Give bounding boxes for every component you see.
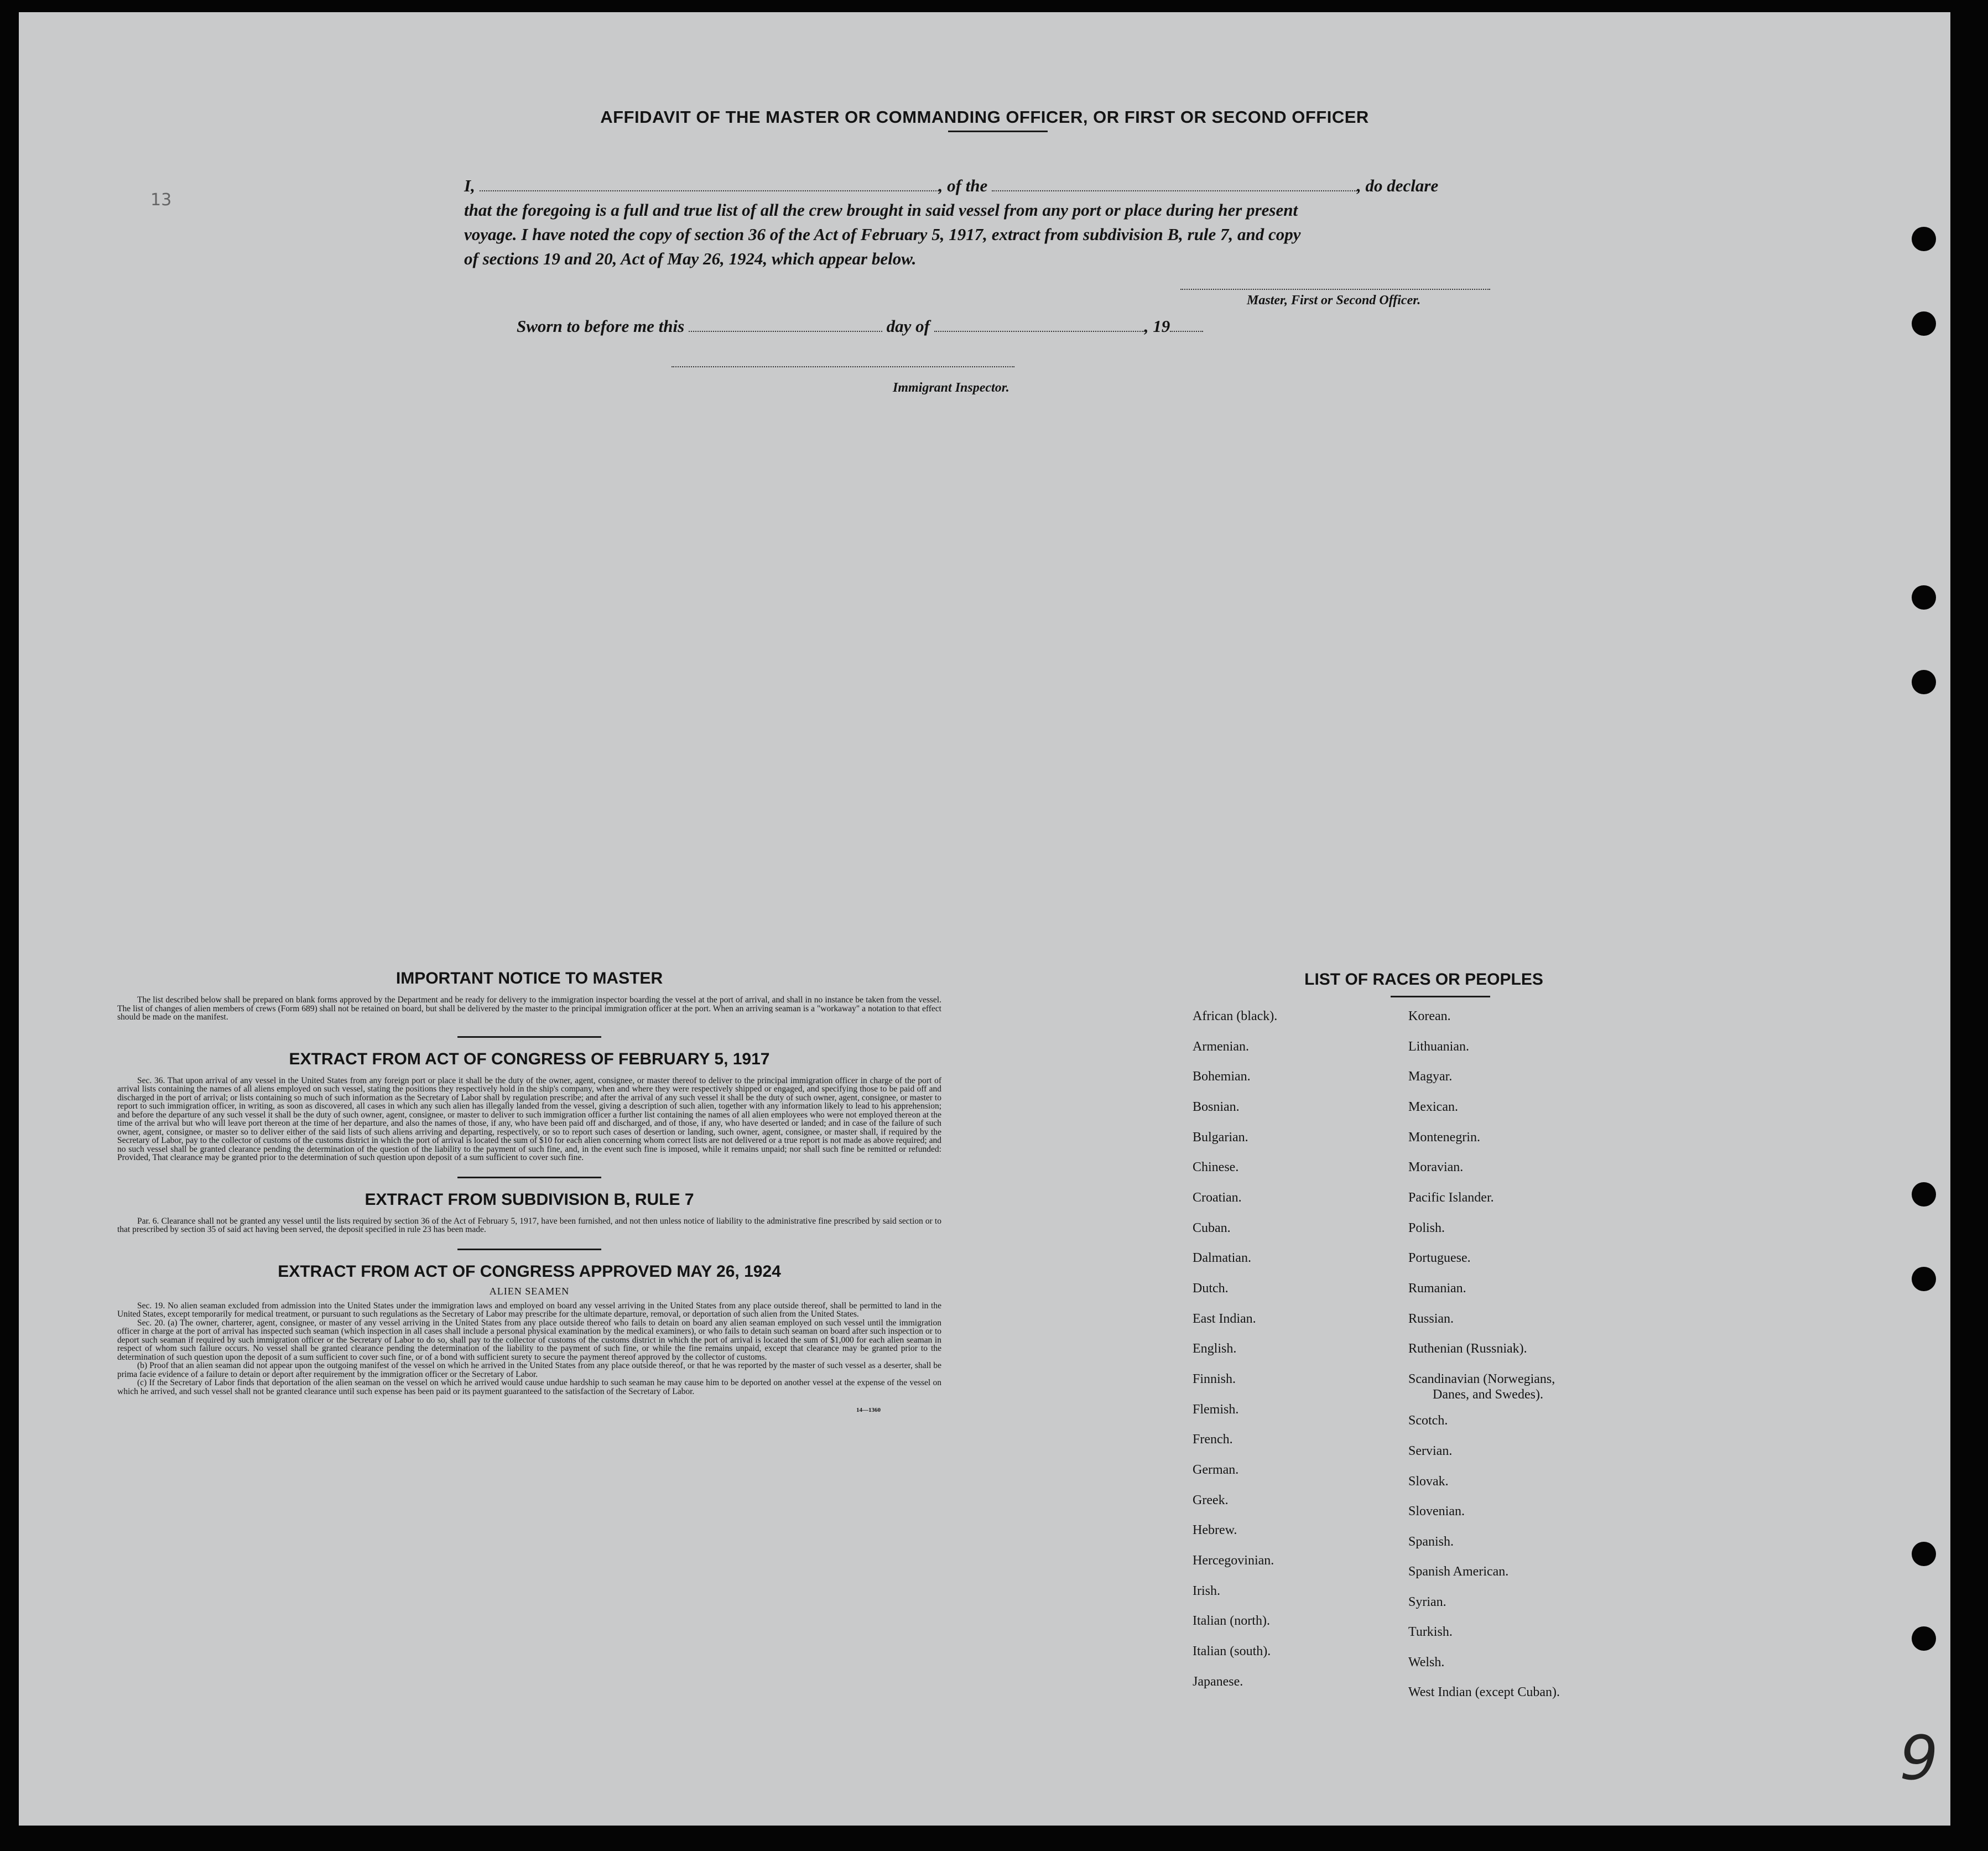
race-item: Greek. bbox=[1193, 1493, 1229, 1507]
race-item: Spanish. bbox=[1408, 1535, 1454, 1549]
punch-hole bbox=[1912, 1542, 1936, 1566]
race-item: Montenegrin. bbox=[1408, 1130, 1480, 1145]
sworn-line bbox=[517, 316, 1203, 336]
affidavit-declare-label: , do declare bbox=[1357, 176, 1439, 195]
race-item: French. bbox=[1193, 1432, 1233, 1447]
inspector-signature-line[interactable] bbox=[672, 366, 1014, 367]
race-item: Finnish. bbox=[1193, 1372, 1236, 1386]
handwritten-page-number: 9 bbox=[1899, 1723, 1938, 1793]
race-item: Scandinavian (Norwegians, bbox=[1408, 1372, 1555, 1386]
extract-1924-title: EXTRACT FROM ACT OF CONGRESS APPROVED MAY 26, 1924 bbox=[278, 1262, 781, 1281]
sec19-paragraph: Sec. 19. No alien seaman excluded from admission into the United States under the immigration laws and employed on board any vessel arriving in the United States from any place outside thereof, shall be permitted to land in the United States, except temporarily for medical treatment, or pursuant to such regulations as the Secretary of Labor may prescribe for the ultimate departure, removal, or deportation of such alien from the United States. bbox=[117, 1301, 941, 1319]
affidavit-body bbox=[464, 174, 1548, 271]
sec20a-paragraph: Sec. 20. (a) The owner, charterer, agent, consignee, or master of any vessel arriving in the United States from any place outside thereof who fails to detain on board any alien seaman employed on such vessel until the immigration officer in charge at the port of arrival has inspected such seaman (which inspection in all cases shall include a personal physical examination by the medical examiners), or who fails to detain such seaman on board after such inspection or to deport such seaman if required by such immigration officer or the Secretary of Labor to do so, shall pay to the collector of customs of the customs district in which the port of arrival is located the sum of $1,000 for each alien seaman in respect of whom such failure occurs. No vessel shall be granted clearance pending the determination of the liability to the payment of such fine, or while the fine remains unpaid, except that clearance may be granted prior to the determination of such question upon the deposit of a sum sufficient to cover such fine, or of a bond with sufficient surety to secure the payment thereof approved by the collector of customs. bbox=[117, 1318, 941, 1362]
affidavit-line-1 bbox=[464, 174, 1548, 198]
race-item: Irish. bbox=[1193, 1584, 1220, 1598]
race-item: Scotch. bbox=[1408, 1413, 1448, 1428]
race-item-continuation: Danes, and Swedes). bbox=[1433, 1387, 1543, 1402]
affidavit-of-the-label: , of the bbox=[938, 176, 988, 195]
sec36-paragraph: Sec. 36. That upon arrival of any vessel in the United States from any foreign port or place it shall be the duty of the owner, agent, consignee, or master thereof to deliver to the principal immigration officer in charge of the port of arrival lists containing the names of all aliens employed on such vessel, stating the positions they respectively hold in the ship's company, when and where they were respectively shipped or engaged, and specifying those to be paid off and discharged in the port of arrival; or lists containing so much of such information as the Secretary of Labor shall by regulation prescribe; and after the arrival of any such vessel it shall be the duty of such owner, agent, consignee, or master to report to such immigration officer, in writing, as soon as discovered, all cases in which any such alien has illegally landed from the vessel, giving a description of such alien, together with any information likely to lead to his apprehension; and before the departure of any such vessel it shall be the duty of such owner, agent, consignee, or master to deliver to such immigration officer a further list containing the names of all alien employees who were not employed thereon at the time of the arrival but who will leave port thereon at the time of her departure, and also the names of those, if any, who have been paid off and discharged, and of those, if any, who have deserted or landed; and in case of the failure of such owner, agent, consignee, or master so to deliver either of the said lists of such aliens arriving and departing, respectively, or so to report such cases of desertion or landing, such owner, agent, consignee, or master shall, if required by the Secretary of Labor, pay to the collector of customs of the customs district in which the port of arrival is located the sum of $10 for each alien concerning whom correct lists are not delivered or a true report is not made as above required; and no such vessel shall be granted clearance pending the determination of the question of the liability to the payment of such fine, and, in the event such fine is imposed, while it remains unpaid; nor shall such fine be remitted or refunded: Provided, That clearance may be granted prior to the determination of such question upon deposit of a sum sufficient to cover such fine. bbox=[117, 1075, 941, 1162]
affidavit-title: AFFIDAVIT OF THE MASTER OR COMMANDING OFFICER, OR FIRST OR SECOND OFFICER bbox=[600, 107, 1369, 127]
affidavit-line-2: that the foregoing is a full and true list of all the crew brought in said vessel from any port or place during her present bbox=[464, 200, 1298, 220]
inspector-label: Immigrant Inspector. bbox=[893, 381, 1009, 395]
race-item: English. bbox=[1193, 1342, 1237, 1356]
title-divider bbox=[948, 131, 1048, 132]
races-title: LIST OF RACES OR PEOPLES bbox=[1304, 970, 1543, 989]
signature-label: Master, First or Second Officer. bbox=[1247, 293, 1421, 308]
affidavit-line-3: voyage. I have noted the copy of section 36 of the Act of February 5, 1917, extract from subdivision B, rule 7, and copy bbox=[464, 225, 1301, 244]
race-item: Servian. bbox=[1408, 1444, 1453, 1458]
race-item: Dutch. bbox=[1193, 1281, 1229, 1296]
race-item: Mexican. bbox=[1408, 1100, 1458, 1114]
vessel-blank[interactable] bbox=[992, 190, 1357, 191]
race-item: Bohemian. bbox=[1193, 1069, 1251, 1084]
day-of-label: day of bbox=[886, 316, 930, 336]
race-item: Welsh. bbox=[1408, 1655, 1445, 1670]
sworn-label: Sworn to before me this bbox=[517, 316, 685, 336]
punch-hole bbox=[1912, 311, 1936, 336]
race-item: Dalmatian. bbox=[1193, 1251, 1251, 1265]
race-item: Italian (north). bbox=[1193, 1614, 1270, 1628]
race-item: Spanish American. bbox=[1408, 1564, 1509, 1579]
race-item: Pacific Islander. bbox=[1408, 1190, 1494, 1205]
affidavit-line-4: of sections 19 and 20, Act of May 26, 1924, which appear below. bbox=[464, 249, 917, 268]
section-divider bbox=[457, 1177, 601, 1178]
race-item: Cuban. bbox=[1193, 1221, 1231, 1235]
extract-1917-text bbox=[117, 1077, 941, 1162]
race-item: Russian. bbox=[1408, 1312, 1454, 1326]
affidavit-i-label: I, bbox=[464, 176, 475, 195]
race-item: Flemish. bbox=[1193, 1402, 1239, 1417]
races-right-list bbox=[1408, 1009, 1630, 1728]
sworn-month-blank[interactable] bbox=[934, 331, 1144, 332]
par6-paragraph: Par. 6. Clearance shall not be granted any vessel until the lists required by section 36 of the Act of February 5, 1917, have been furnished, and not then unless notice of liability to the administrative fine prescribed by said section or to that prescribed by section 35 of said act having been served, the deposit specified in rule 23 has been made. bbox=[117, 1216, 941, 1234]
race-item: Magyar. bbox=[1408, 1069, 1453, 1084]
section-divider bbox=[457, 1036, 601, 1038]
race-item: Japanese. bbox=[1193, 1675, 1243, 1689]
races-left-list bbox=[1193, 1009, 1392, 1728]
notice-text bbox=[117, 996, 941, 1022]
race-item: Syrian. bbox=[1408, 1595, 1446, 1609]
notice-title: IMPORTANT NOTICE TO MASTER bbox=[395, 969, 663, 987]
punch-hole bbox=[1912, 227, 1936, 251]
race-item: Armenian. bbox=[1193, 1039, 1249, 1054]
form-number: 14—1360 bbox=[856, 1407, 881, 1413]
race-item: Moravian. bbox=[1408, 1160, 1464, 1174]
name-blank[interactable] bbox=[480, 190, 939, 191]
punch-hole bbox=[1912, 1267, 1936, 1291]
race-item: East Indian. bbox=[1193, 1312, 1256, 1326]
race-item: Portuguese. bbox=[1408, 1251, 1471, 1265]
signature-line[interactable] bbox=[1180, 289, 1490, 290]
race-item: Bosnian. bbox=[1193, 1100, 1240, 1114]
race-item: West Indian (except Cuban). bbox=[1408, 1685, 1560, 1699]
race-item: Croatian. bbox=[1193, 1190, 1242, 1205]
race-item: Slovenian. bbox=[1408, 1504, 1465, 1519]
race-item: Ruthenian (Russniak). bbox=[1408, 1342, 1527, 1356]
race-item: Polish. bbox=[1408, 1221, 1445, 1235]
race-item: Turkish. bbox=[1408, 1625, 1453, 1639]
race-item: African (black). bbox=[1193, 1009, 1278, 1023]
punch-hole bbox=[1912, 1182, 1936, 1207]
left-column bbox=[117, 969, 941, 1413]
rule7-text bbox=[117, 1217, 941, 1234]
race-item: Hercegovinian. bbox=[1193, 1553, 1274, 1568]
extract-1917-title: EXTRACT FROM ACT OF CONGRESS OF FEBRUARY 5, 1917 bbox=[289, 1049, 770, 1068]
race-item: Lithuanian. bbox=[1408, 1039, 1469, 1054]
races-divider bbox=[1391, 996, 1490, 997]
race-item: Chinese. bbox=[1193, 1160, 1239, 1174]
year-label: , 19 bbox=[1144, 316, 1170, 336]
race-item: Italian (south). bbox=[1193, 1644, 1271, 1658]
sec20b-paragraph: (b) Proof that an alien seaman did not appear upon the outgoing manifest of the vessel on which he arrived in the United States from any place outside thereof, or that he was reported by the master of such vessel as a deserter, shall be prima facie evidence of a failure to detain or deport after requirement by the immigration officer or the Secretary of Labor. bbox=[117, 1361, 941, 1379]
form-page bbox=[19, 12, 1950, 1826]
punch-hole bbox=[1912, 670, 1936, 694]
notice-paragraph: The list described below shall be prepared on blank forms approved by the Department and be ready for delivery to the immigration inspector boarding the vessel at the port of arrival, and shall in no instance be taken from the vessel. The list of changes of alien members of crews (Form 689) shall not be retained on board, but shall be delivered by the master to the principal immigration officer at the port. When an arriving seaman is a "workaway" a notation to that effect should be made on the manifest. bbox=[117, 995, 941, 1022]
sec20c-paragraph: (c) If the Secretary of Labor finds that deportation of the alien seaman on the vessel on which he arrived would cause undue hardship to such seaman he may cause him to be deported on another vessel at the expense of the vessel on which he arrived, and such vessel shall not be granted clearance until such expense has been paid or its payment guaranteed to the satisfaction of the Secretary of Labor. bbox=[117, 1378, 941, 1396]
race-item: Korean. bbox=[1408, 1009, 1451, 1023]
punch-hole bbox=[1912, 585, 1936, 610]
punch-hole bbox=[1912, 1626, 1936, 1651]
race-item: Bulgarian. bbox=[1193, 1130, 1248, 1145]
race-item: Hebrew. bbox=[1193, 1523, 1237, 1537]
race-item: Rumanian. bbox=[1408, 1281, 1466, 1296]
extract-1924-text bbox=[117, 1302, 941, 1396]
handwritten-left-mark: 13 bbox=[150, 190, 172, 210]
section-divider bbox=[457, 1249, 601, 1250]
race-item: German. bbox=[1193, 1463, 1239, 1477]
alien-seamen-subtitle: ALIEN SEAMEN bbox=[489, 1285, 570, 1297]
sworn-year-blank[interactable] bbox=[1170, 331, 1203, 332]
sworn-day-blank[interactable] bbox=[689, 331, 882, 332]
rule7-title: EXTRACT FROM SUBDIVISION B, RULE 7 bbox=[365, 1190, 694, 1209]
race-item: Slovak. bbox=[1408, 1474, 1449, 1489]
